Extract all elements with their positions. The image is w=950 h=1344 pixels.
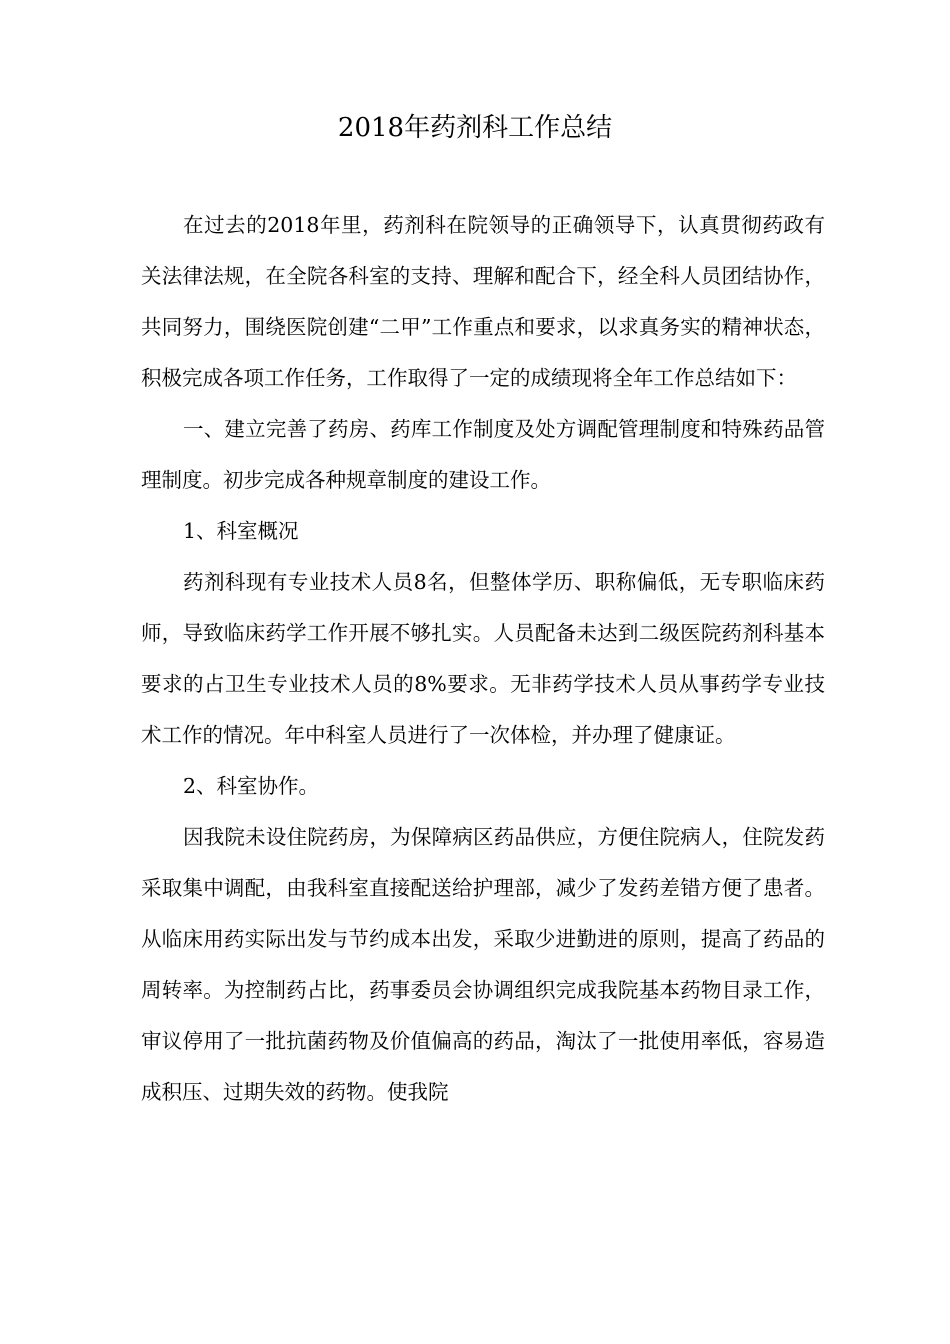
heading-department-cooperation: 2、科室协作。: [183, 774, 320, 798]
document-body: [141, 200, 825, 1118]
paragraph-department-overview: 药剂科现有专业技术人员8名，但整体学历、职称偏低，无专职临床药师，导致临床药学工作开展不够扎实。人员配备未达到二级医院药剂科基本要求的占卫生专业技术人员的8%要求。无非药学技术人员从事药学专业技术工作的情况。年中科室人员进行了一次体检，并办理了健康证。: [141, 570, 825, 747]
paragraph-section-one: 一、建立完善了药房、药库工作制度及处方调配管理制度和特殊药品管理制度。初步完成各种规章制度的建设工作。: [141, 417, 825, 492]
document-title: 2018年药剂科工作总结: [337, 113, 613, 143]
paragraph-department-cooperation: 因我院未设住院药房，为保障病区药品供应，方便住院病人，住院发药采取集中调配，由我科室直接配送给护理部，减少了发药差错方便了患者。从临床用药实际出发与节约成本出发，采取少进勤进的原则，提高了药品的周转率。为控制药占比，药事委员会协调组织完成我院基本药物目录工作，审议停用了一批抗菌药物及价值偏高的药品，淘汰了一批使用率低，容易造成积压、过期失效的药物。使我院: [141, 825, 825, 1104]
paragraph-intro: 在过去的2018年里，药剂科在院领导的正确领导下，认真贯彻药政有关法律法规，在全院各科室的支持、理解和配合下，经全科人员团结协作，共同努力，围绕医院创建“二甲”工作重点和要求，以求真务实的精神状态，积极完成各项工作任务，工作取得了一定的成绩现将全年工作总结如下：: [141, 213, 825, 390]
heading-department-overview: 1、科室概况: [183, 519, 299, 543]
